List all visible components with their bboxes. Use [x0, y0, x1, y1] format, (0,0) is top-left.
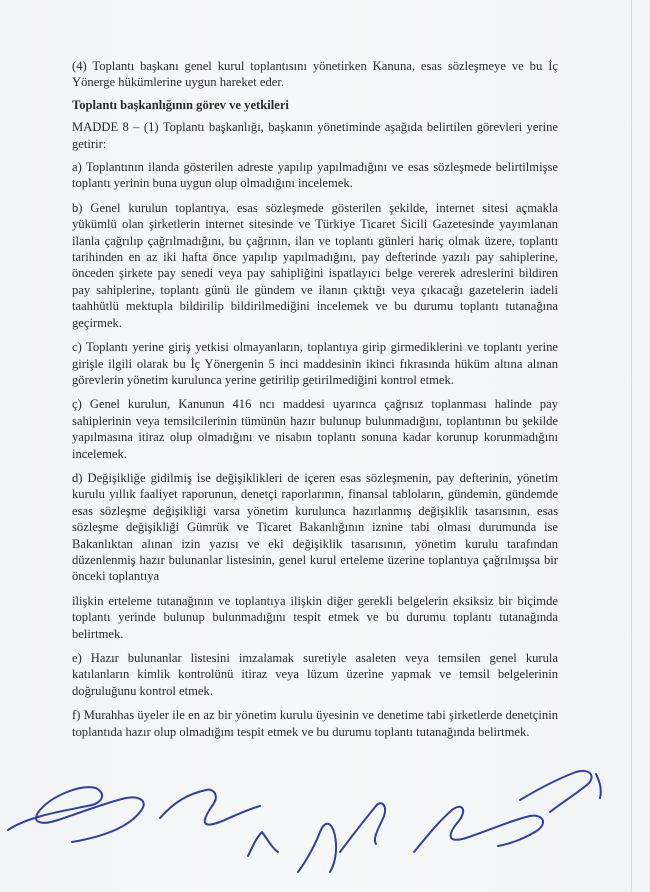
- signatures-area: [0, 760, 650, 892]
- signature-1: [8, 787, 144, 842]
- signature-2: [160, 790, 278, 856]
- section-heading: Toplantı başkanlığının görev ve yetkileri: [72, 97, 289, 112]
- signature-5: [520, 771, 601, 812]
- page-edge-divider: [631, 0, 632, 892]
- item-e: e) Hazır bulunanlar listesini imzalamak suretiyle asaleten veya temsilen genel kurula katılanların kimlik kontrolünü itiraz veya lüzum üzerine yapmak ve temsil belgelerinin doğruluğunu kontrol etmek.: [72, 651, 558, 698]
- item-b: b) Genel kurulun toplantıya, esas sözleşmede gösterilen şekilde, internet sitesi açmakla yükümlü olan şirketlerin internet sitesinde ve Türkiye Ticaret Sicili Gazetesinde yayımlanan ilanla çağrılıp çağrılmadığını, bu çağrının, ilan ve toplantı günleri hariç olmak üzere, toplantı tarihinden en az iki hafta önce yapılıp yapılmadığını, pay defterinde yazılı pay sahiplerine, önceden şirkete pay senedi veya pay sahipliğini ispatlayıcı belge vererek adreslerini bildiren pay sahiplerine, toplantı günü ile gündem ve ilanın çıktığı veya çıkacağı gazetelerin iadeli taahhütlü mektupla bildirilip bildirilmediğini incelemek ve bu durumu toplantı tutanağına geçirmek.: [72, 200, 558, 330]
- item-cc: ç) Genel kurulun, Kanunun 416 ncı maddesi uyarınca çağrısız toplanması halinde pay sahiplerinin veya temsilcilerinin tümünün hazır bulunup bulunmadığını, toplantının bu şekilde yapılmasına itiraz olup olmadığını ve nisabın toplantı sonuna kadar korunup korunmadığını incelemek.: [72, 397, 558, 461]
- item-d-continued: ilişkin erteleme tutanağının ve toplantıya ilişkin diğer gerekli belgelerin eksiksiz bir biçimde toplantı yerinde bulunup bulunmadığını tespit etmek ve bu durumu toplantı tutanağında belirtmek.: [72, 593, 558, 641]
- document-body: [72, 58, 558, 740]
- item-d: d) Değişikliğe gidilmiş ise değişiklikleri de içeren esas sözleşmenin, pay defterinin, yönetim kurulu yıllık faaliyet raporunun, denetçi raporlarının, finansal tabloların, gündemin, gündemde esas sözleşme değişikliği varsa yönetim kurulunca hazırlanmış değişiklik tasarısının, esas sözleşme değişikliği Gümrük ve Ticaret Bakanlığının iznine tabi olması durumunda ise Bakanlıktan alınan izin yazısı ve eki değişiklik tasarısının, yönetim kurulu tarafından düzenlenmiş hazır bulunanlar listesinin, genel kurul erteleme üzerine toplantıya çağrılmışsa bir önceki toplantıya: [72, 470, 558, 584]
- signature-3: [298, 803, 385, 872]
- paragraph-4: (4) Toplantı başkanı genel kurul toplantısını yönetirken Kanuna, esas sözleşmeye ve bu İç Yönerge hükümlerine uygun hareket eder.: [72, 59, 558, 90]
- signature-4: [414, 807, 543, 852]
- article-8-intro: MADDE 8 – (1) Toplantı başkanlığı, başkanın yönetiminde aşağıda belirtilen görevleri yerine getirir:: [72, 120, 558, 151]
- item-c: c) Toplantı yerine giriş yetkisi olmayanların, toplantıya girip girmediklerini ve toplantı yerine girişle ilgili olarak bu İç Yönergenin 5 inci maddesinin ikinci fıkrasında hüküm altına alınan görevlerin yönetim kurulunca yerine getirilip getirilmediğini kontrol etmek.: [72, 340, 558, 387]
- item-a: a) Toplantının ilanda gösterilen adreste yapılıp yapılmadığını ve esas sözleşmede belirtilmişse toplantı yerinin buna uygun olup olmadığını incelemek.: [72, 160, 558, 191]
- item-f: f) Murahhas üyeler ile en az bir yönetim kurulu üyesinin ve denetime tabi şirketlerde denetçinin toplantıda hazır olup olmadığını tespit etmek ve bu durumu toplantı tutanağında belirtmek.: [72, 708, 558, 739]
